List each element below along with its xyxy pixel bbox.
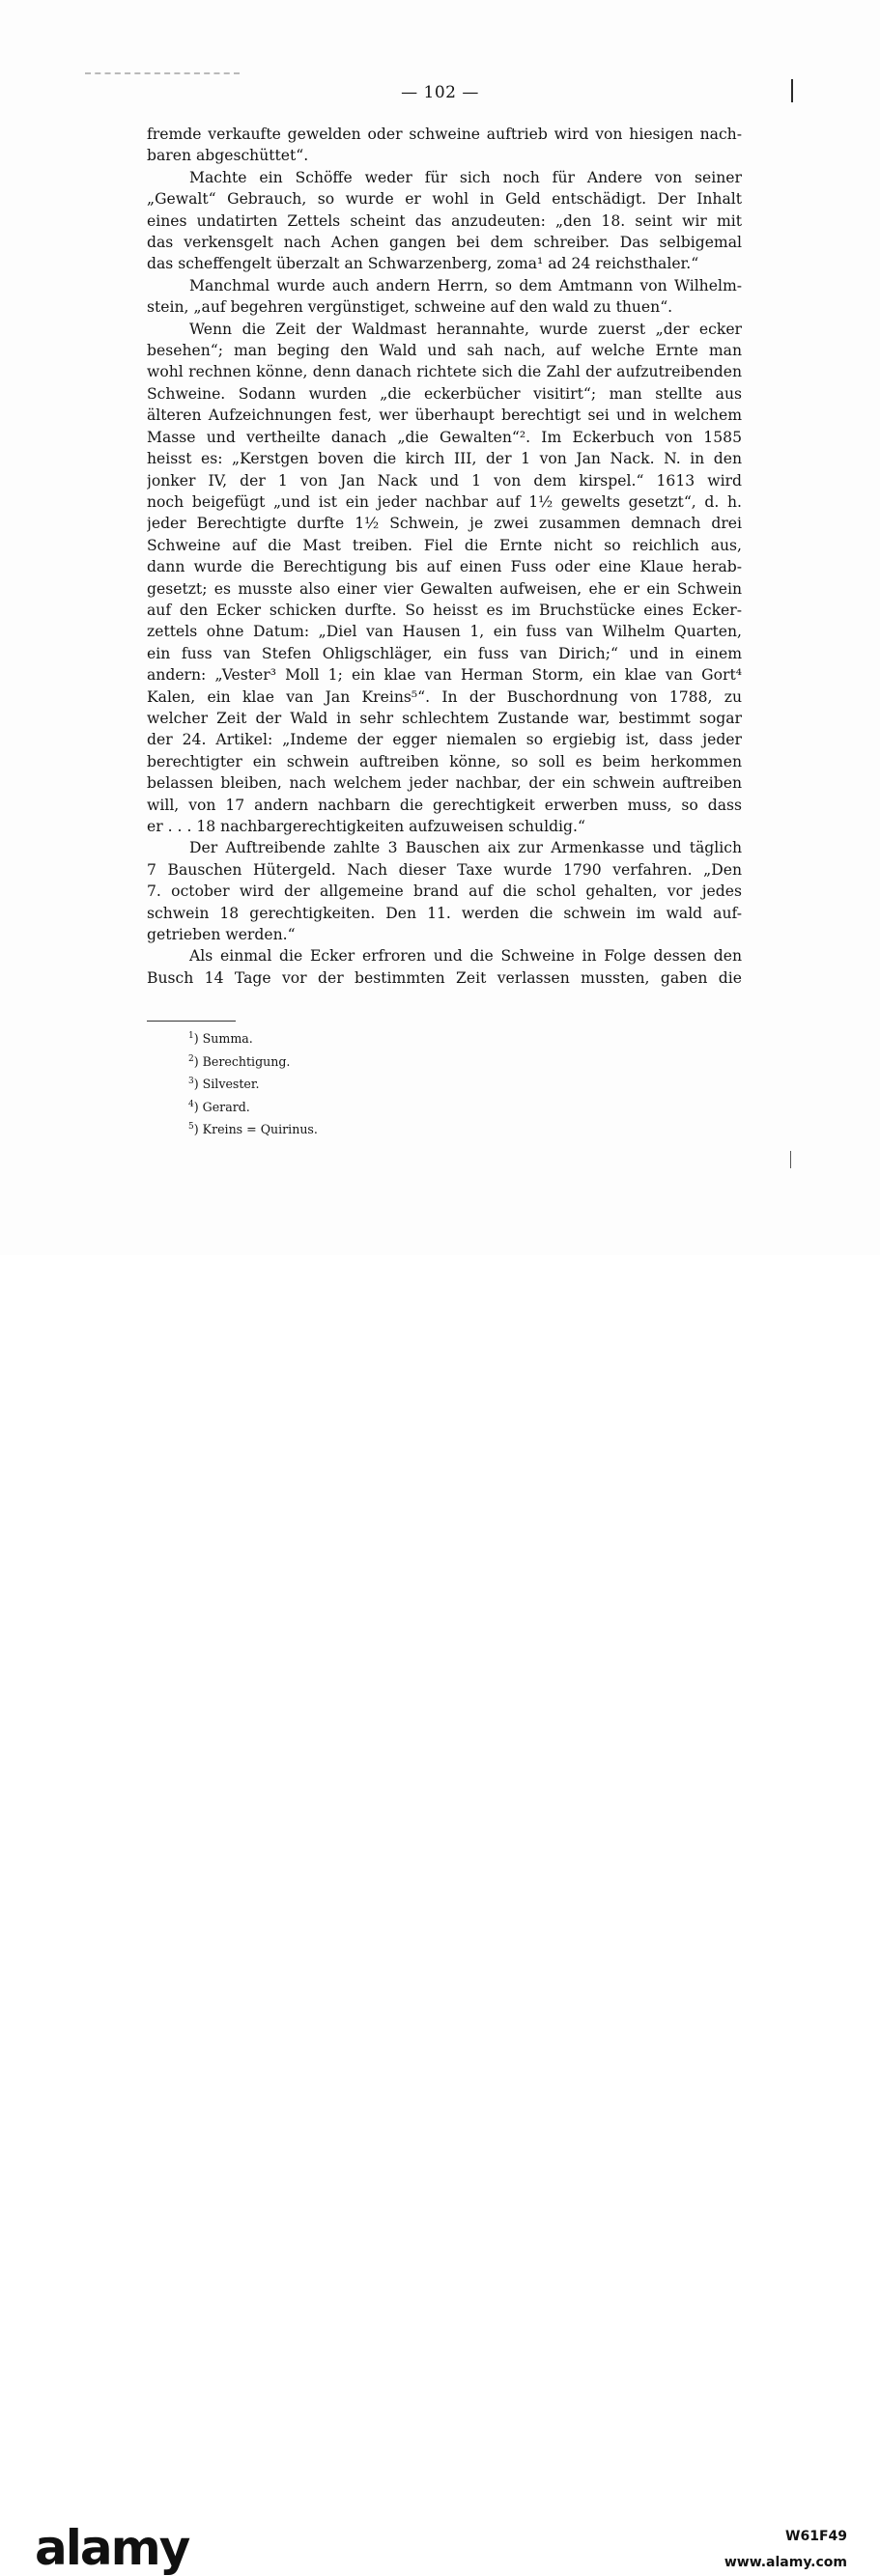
text-line: welcher Zeit der Wald in sehr schlechtem Zustande war, bestimmt sogar — [147, 709, 742, 727]
footnotes — [188, 1026, 478, 1140]
scan-dash-artifact — [85, 72, 240, 74]
text-line: ein fuss van Stefen Ohligschläger, ein fuss van Dirich;“ und in einem — [147, 644, 742, 662]
footnote-paren: ) — [193, 1031, 203, 1047]
footnote-text: Summa. — [202, 1031, 253, 1047]
text-line: das scheffengelt überzalt an Schwarzenberg, zoma¹ ad 24 reichsthaler.“ — [147, 255, 699, 273]
text-line: berechtigter ein schwein auftreiben könne, so soll es beim herkommen — [147, 752, 742, 770]
text-line: andern: „Vester³ Moll 1; ein klae van Herman Storm, ein klae van Gort⁴ — [147, 666, 742, 685]
text-line: Manchmal wurde auch andern Herrn, so dem Amtmann von Wilhelm- — [189, 276, 742, 294]
text-line: dann wurde die Berechtigung bis auf einen Fuss oder eine Klaue herab- — [147, 558, 742, 576]
footnote-text: Berechtigung. — [202, 1053, 291, 1069]
text-line: Schweine auf die Mast treiben. Fiel die Ernte nicht so reichlich aus, — [147, 536, 742, 554]
text-line: belassen bleiben, nach welchem jeder nachbar, der ein schwein auftreiben — [147, 774, 742, 793]
footnote-text: Gerard. — [202, 1099, 250, 1114]
text-line: Machte ein Schöffe weder für sich noch für Andere von seiner — [189, 168, 742, 186]
text-line: auf den Ecker schicken durfte. So heisst es im Bruchstücke eines Ecker- — [147, 601, 742, 619]
text-line: stein, „auf begehren vergünstiget, schweine auf den wald zu thuen“. — [147, 298, 673, 317]
footnote-mark: 2 — [188, 1053, 194, 1064]
text-line: Wenn die Zeit der Waldmast herannahte, wurde zuerst „der ecker — [189, 320, 742, 338]
text-line: er . . . 18 nachbargerechtigkeiten aufzuweisen schuldig.“ — [147, 818, 585, 835]
footnote-item — [188, 1072, 478, 1095]
text-line: das verkensgelt nach Achen gangen bei dem schreiber. Das selbigemal — [147, 234, 742, 252]
footnote-item — [188, 1095, 478, 1118]
footnote-text: Kreins = Quirinus. — [202, 1122, 318, 1137]
footnote-item — [188, 1117, 478, 1140]
text-line: gesetzt; es musste also einer vier Gewalten aufweisen, ehe er ein Schwein — [147, 579, 742, 598]
text-line: jeder Berechtigte durfte 1½ Schwein, je zwei zusammen demnach drei — [147, 515, 742, 533]
page-number: — 102 — — [401, 83, 479, 102]
text-line: noch beigefügt „und ist ein jeder nachbar auf 1½ gewelts gesetzt“, d. h. — [147, 492, 742, 511]
scanned-page — [0, 0, 880, 1255]
text-line: 7. october wird der allgemeine brand auf die schol gehalten, vor jedes — [147, 882, 742, 901]
text-line: schwein 18 gerechtigkeiten. Den 11. werden die schwein im wald auf- — [147, 904, 742, 922]
footnote-mark: 1 — [188, 1031, 194, 1041]
footnote-paren: ) — [193, 1099, 203, 1114]
text-line: getrieben werden.“ — [147, 926, 296, 944]
text-line: wohl rechnen könne, denn danach richtete sich die Zahl der aufzutreibenden — [147, 363, 742, 381]
text-line: Masse und vertheilte danach „die Gewalten“². Im Eckerbuch von 1585 — [147, 428, 742, 446]
text-line: Busch 14 Tage vor der bestimmten Zeit verlassen mussten, gaben die — [147, 968, 742, 987]
text-line: jonker IV, der 1 von Jan Nack und 1 von dem kirspel.“ 1613 wird — [147, 471, 742, 490]
text-line: besehen“; man beging den Wald und sah nach, auf welche Ernte man — [147, 342, 742, 360]
text-line: eines undatirten Zettels scheint das anzudeuten: „den 18. seint wir mit — [147, 211, 742, 230]
text-line: heisst es: „Kerstgen boven die kirch III, der 1 von Jan Nack. N. in den — [147, 450, 742, 468]
stock-watermark-bar — [0, 1255, 880, 2576]
footnote-paren: ) — [193, 1077, 203, 1092]
body-text — [147, 124, 742, 989]
footnote-mark: 5 — [188, 1122, 194, 1133]
text-line: 7 Bauschen Hütergeld. Nach dieser Taxe wurde 1790 verfahren. „Den — [147, 860, 742, 879]
footnote-item — [188, 1026, 478, 1050]
footnote-divider — [147, 1021, 236, 1022]
stock-url[interactable]: www.alamy.com — [724, 2555, 847, 2570]
text-line: zettels ohne Datum: „Diel van Hausen 1, ein fuss van Wilhelm Quarten, — [147, 623, 742, 641]
text-line: Der Auftreibende zahlte 3 Bauschen aix zur Armenkasse und täglich — [189, 839, 742, 857]
footnote-mark: 3 — [188, 1077, 194, 1087]
text-line: Schweine. Sodann wurden „die eckerbücher visitirt“; man stellte aus — [147, 384, 742, 403]
text-line: fremde verkaufte gewelden oder schweine auftrieb wird von hiesigen nach- — [147, 126, 742, 143]
footnote-paren: ) — [193, 1053, 203, 1069]
footnote-text: Silvester. — [202, 1077, 260, 1092]
stock-image-id: W61F49 — [785, 2529, 847, 2544]
text-line: „Gewalt“ Gebrauch, so wurde er wohl in Geld entschädigt. Der Inhalt — [147, 190, 742, 209]
text-line: älteren Aufzeichnungen fest, wer überhaupt berechtigt sei und in welchem — [147, 406, 742, 425]
text-line: Kalen, ein klae van Jan Kreins⁵“. In der Buschordnung von 1788, zu — [147, 687, 742, 706]
text-line: Als einmal die Ecker erfroren und die Schweine in Folge dessen den — [189, 947, 742, 966]
scan-edge-mark-bottom — [790, 1151, 791, 1168]
text-line: baren abgeschüttet“. — [147, 147, 309, 165]
footnote-mark: 4 — [188, 1099, 194, 1109]
text-line: will, von 17 andern nachbarn die gerechtigkeit erwerben muss, so dass — [147, 796, 742, 814]
footnote-item — [188, 1050, 478, 1073]
text-line: der 24. Artikel: „Indeme der egger niemalen so ergiebig ist, dass jeder — [147, 731, 742, 749]
footnote-paren: ) — [193, 1122, 203, 1137]
alamy-logo: alamy — [35, 2520, 189, 2576]
